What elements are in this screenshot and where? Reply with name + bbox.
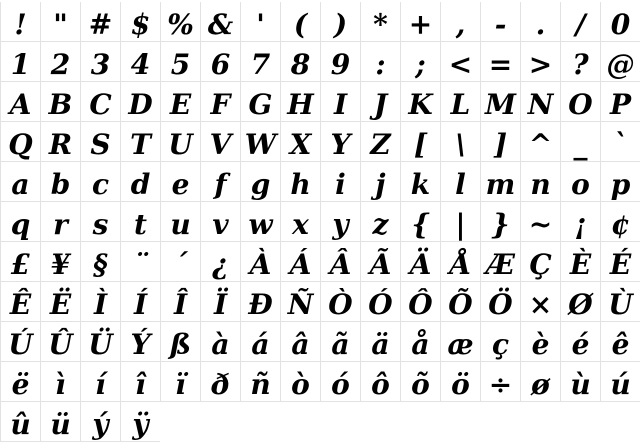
glyph-cell[interactable]: 2 [40,42,80,82]
glyph-cell[interactable]: Q [0,122,40,162]
glyph-cell[interactable]: è [520,322,560,362]
glyph-cell[interactable]: E [160,82,200,122]
glyph-cell[interactable]: / [560,2,600,42]
glyph-cell[interactable]: á [240,322,280,362]
glyph-cell[interactable]: < [440,42,480,82]
glyph-cell[interactable]: I [320,82,360,122]
glyph-cell[interactable]: Æ [480,242,520,282]
charmap-row [0,402,640,442]
glyph-cell[interactable]: h [280,162,320,202]
glyph-cell[interactable]: t [120,202,160,242]
glyph-cell[interactable]: ¨ [120,242,160,282]
glyph-cell[interactable]: y [320,202,360,242]
glyph-cell[interactable]: 1 [0,42,40,82]
glyph-cell[interactable]: T [120,122,160,162]
glyph-cell[interactable]: ] [480,122,520,162]
glyph-cell[interactable]: v [200,202,240,242]
glyph-cell[interactable]: \ [440,122,480,162]
glyph-cell[interactable]: R [40,122,80,162]
glyph-cell[interactable]: X [280,122,320,162]
glyph-cell[interactable]: d [120,162,160,202]
glyph-cell[interactable]: Ù [600,282,640,322]
glyph-cell[interactable]: Á [280,242,320,282]
glyph-cell[interactable]: Y [320,122,360,162]
glyph-cell[interactable]: ~ [520,202,560,242]
glyph-cell[interactable]: ` [600,122,640,162]
glyph-cell[interactable]: a [0,162,40,202]
glyph-cell[interactable]: l [440,162,480,202]
glyph-cell[interactable]: M [480,82,520,122]
glyph-cell[interactable]: Ú [0,322,40,362]
glyph-cell[interactable]: & [200,2,240,42]
glyph-cell[interactable]: ¿ [200,242,240,282]
glyph-cell[interactable]: ' [240,2,280,42]
glyph-cell[interactable]: o [560,162,600,202]
glyph-cell[interactable]: J [360,82,400,122]
glyph-cell[interactable]: _ [560,122,600,162]
glyph-cell[interactable]: Ì [80,282,120,322]
glyph-cell[interactable]: $ [120,2,160,42]
glyph-cell[interactable]: " [40,2,80,42]
glyph-cell[interactable]: n [520,162,560,202]
glyph-cell[interactable]: à [200,322,240,362]
glyph-cell[interactable]: 7 [240,42,280,82]
glyph-cell[interactable]: V [200,122,240,162]
glyph-cell[interactable]: Ø [560,282,600,322]
glyph-cell[interactable]: Ë [40,282,80,322]
glyph-cell[interactable]: f [200,162,240,202]
glyph-cell[interactable]: Z [360,122,400,162]
glyph-cell[interactable]: æ [440,322,480,362]
glyph-cell[interactable]: Ã [360,242,400,282]
glyph-cell[interactable]: ã [320,322,360,362]
glyph-cell[interactable]: j [360,162,400,202]
glyph-cell[interactable]: î [120,362,160,402]
glyph-cell[interactable]: É [600,242,640,282]
charmap-row [0,202,640,242]
glyph-cell[interactable]: Â [320,242,360,282]
glyph-cell[interactable]: Ý [120,322,160,362]
glyph-cell[interactable]: } [480,202,520,242]
glyph-cell[interactable]: å [400,322,440,362]
glyph-cell[interactable]: ä [360,322,400,362]
glyph-cell[interactable]: G [240,82,280,122]
charmap-row [0,242,640,282]
glyph-cell[interactable]: × [520,282,560,322]
glyph-cell[interactable]: ï [160,362,200,402]
glyph-cell[interactable]: A [0,82,40,122]
glyph-cell[interactable]: N [520,82,560,122]
glyph-cell[interactable]: g [240,162,280,202]
glyph-cell[interactable]: . [520,2,560,42]
glyph-cell[interactable]: k [400,162,440,202]
glyph-cell[interactable]: * [360,2,400,42]
glyph-cell[interactable]: ó [320,362,360,402]
glyph-cell[interactable]: â [280,322,320,362]
glyph-cell[interactable]: ç [480,322,520,362]
glyph-cell[interactable]: m [480,162,520,202]
glyph-cell[interactable]: K [400,82,440,122]
glyph-cell[interactable]: Ó [360,282,400,322]
glyph-cell[interactable]: ß [160,322,200,362]
glyph-cell[interactable]: Å [440,242,480,282]
glyph-cell[interactable]: = [480,42,520,82]
charmap-row [0,42,640,82]
glyph-cell[interactable]: Ç [520,242,560,282]
charmap-row [0,2,640,42]
charmap-row [0,362,640,402]
glyph-cell[interactable]: q [0,202,40,242]
glyph-cell[interactable]: e [160,162,200,202]
glyph-cell[interactable]: 3 [80,42,120,82]
glyph-cell[interactable]: Ü [80,322,120,362]
glyph-cell[interactable]: Ñ [280,282,320,322]
glyph-cell[interactable]: ^ [520,122,560,162]
glyph-cell[interactable]: ê [600,322,640,362]
glyph-cell[interactable]: c [80,162,120,202]
glyph-cell[interactable]: Ö [480,282,520,322]
glyph-cell[interactable]: ü [40,402,80,442]
glyph-cell[interactable]: ì [40,362,80,402]
glyph-cell[interactable]: 8 [280,42,320,82]
glyph-cell[interactable]: : [360,42,400,82]
glyph-cell[interactable]: U [160,122,200,162]
glyph-cell[interactable]: È [560,242,600,282]
glyph-cell[interactable]: ô [360,362,400,402]
glyph-cell[interactable]: Õ [440,282,480,322]
glyph-cell[interactable]: Û [40,322,80,362]
charmap-row [0,322,640,362]
glyph-cell[interactable]: 9 [320,42,360,82]
glyph-cell[interactable]: 4 [120,42,160,82]
glyph-cell[interactable]: W [240,122,280,162]
glyph-cell[interactable]: # [80,2,120,42]
glyph-cell[interactable]: r [40,202,80,242]
glyph-cell[interactable]: ! [0,2,40,42]
glyph-cell[interactable]: C [80,82,120,122]
glyph-cell[interactable]: ö [440,362,480,402]
glyph-cell[interactable]: ¥ [40,242,80,282]
glyph-cell[interactable]: + [400,2,440,42]
glyph-cell[interactable]: D [120,82,160,122]
glyph-cell[interactable]: Ô [400,282,440,322]
glyph-cell[interactable]: ( [280,2,320,42]
glyph-cell[interactable]: > [520,42,560,82]
glyph-cell[interactable]: 0 [600,2,640,42]
glyph-cell[interactable]: B [40,82,80,122]
glyph-cell[interactable]: | [440,202,480,242]
glyph-cell[interactable]: z [360,202,400,242]
glyph-cell[interactable]: F [200,82,240,122]
charmap-row [0,82,640,122]
glyph-cell[interactable]: , [440,2,480,42]
glyph-cell[interactable]: - [480,2,520,42]
glyph-cell[interactable]: [ [400,122,440,162]
glyph-cell[interactable]: H [280,82,320,122]
charmap-row [0,162,640,202]
glyph-cell[interactable]: ý [80,402,120,442]
glyph-cell[interactable]: @ [600,42,640,82]
glyph-cell[interactable]: ) [320,2,360,42]
glyph-cell[interactable]: £ [0,242,40,282]
glyph-cell[interactable]: L [440,82,480,122]
glyph-cell[interactable]: ¡ [560,202,600,242]
glyph-cell[interactable]: Ä [400,242,440,282]
charmap-row [0,122,640,162]
glyph-cell[interactable]: i [320,162,360,202]
glyph-cell[interactable]: Í [120,282,160,322]
glyph-cell[interactable]: í [80,362,120,402]
glyph-cell[interactable]: Ï [200,282,240,322]
glyph-cell[interactable]: x [280,202,320,242]
glyph-cell[interactable]: p [600,162,640,202]
glyph-cell[interactable]: ð [200,362,240,402]
glyph-cell[interactable]: ´ [160,242,200,282]
glyph-cell[interactable]: ÷ [480,362,520,402]
glyph-cell[interactable]: ò [280,362,320,402]
glyph-cell[interactable]: { [400,202,440,242]
glyph-cell[interactable]: S [80,122,120,162]
glyph-cell[interactable]: Ð [240,282,280,322]
glyph-cell[interactable]: ù [560,362,600,402]
glyph-cell[interactable]: Ò [320,282,360,322]
glyph-cell[interactable]: é [560,322,600,362]
glyph-cell[interactable]: § [80,242,120,282]
glyph-cell[interactable]: ú [600,362,640,402]
glyph-cell[interactable]: ; [400,42,440,82]
glyph-cell[interactable]: b [40,162,80,202]
glyph-cell[interactable]: ¢ [600,202,640,242]
glyph-cell[interactable]: ? [560,42,600,82]
glyph-cell[interactable]: u [160,202,200,242]
glyph-cell[interactable]: Î [160,282,200,322]
glyph-cell[interactable]: 5 [160,42,200,82]
glyph-cell[interactable]: w [240,202,280,242]
glyph-cell[interactable]: s [80,202,120,242]
glyph-cell[interactable]: % [160,2,200,42]
glyph-cell[interactable]: ë [0,362,40,402]
charmap-row [0,282,640,322]
glyph-cell[interactable]: ñ [240,362,280,402]
glyph-cell[interactable]: 6 [200,42,240,82]
glyph-cell[interactable]: ø [520,362,560,402]
glyph-cell[interactable]: õ [400,362,440,402]
glyph-cell[interactable]: ÿ [120,402,160,442]
glyph-cell[interactable]: O [560,82,600,122]
glyph-cell[interactable]: P [600,82,640,122]
glyph-cell[interactable]: û [0,402,40,442]
glyph-cell[interactable]: À [240,242,280,282]
glyph-cell[interactable]: Ê [0,282,40,322]
